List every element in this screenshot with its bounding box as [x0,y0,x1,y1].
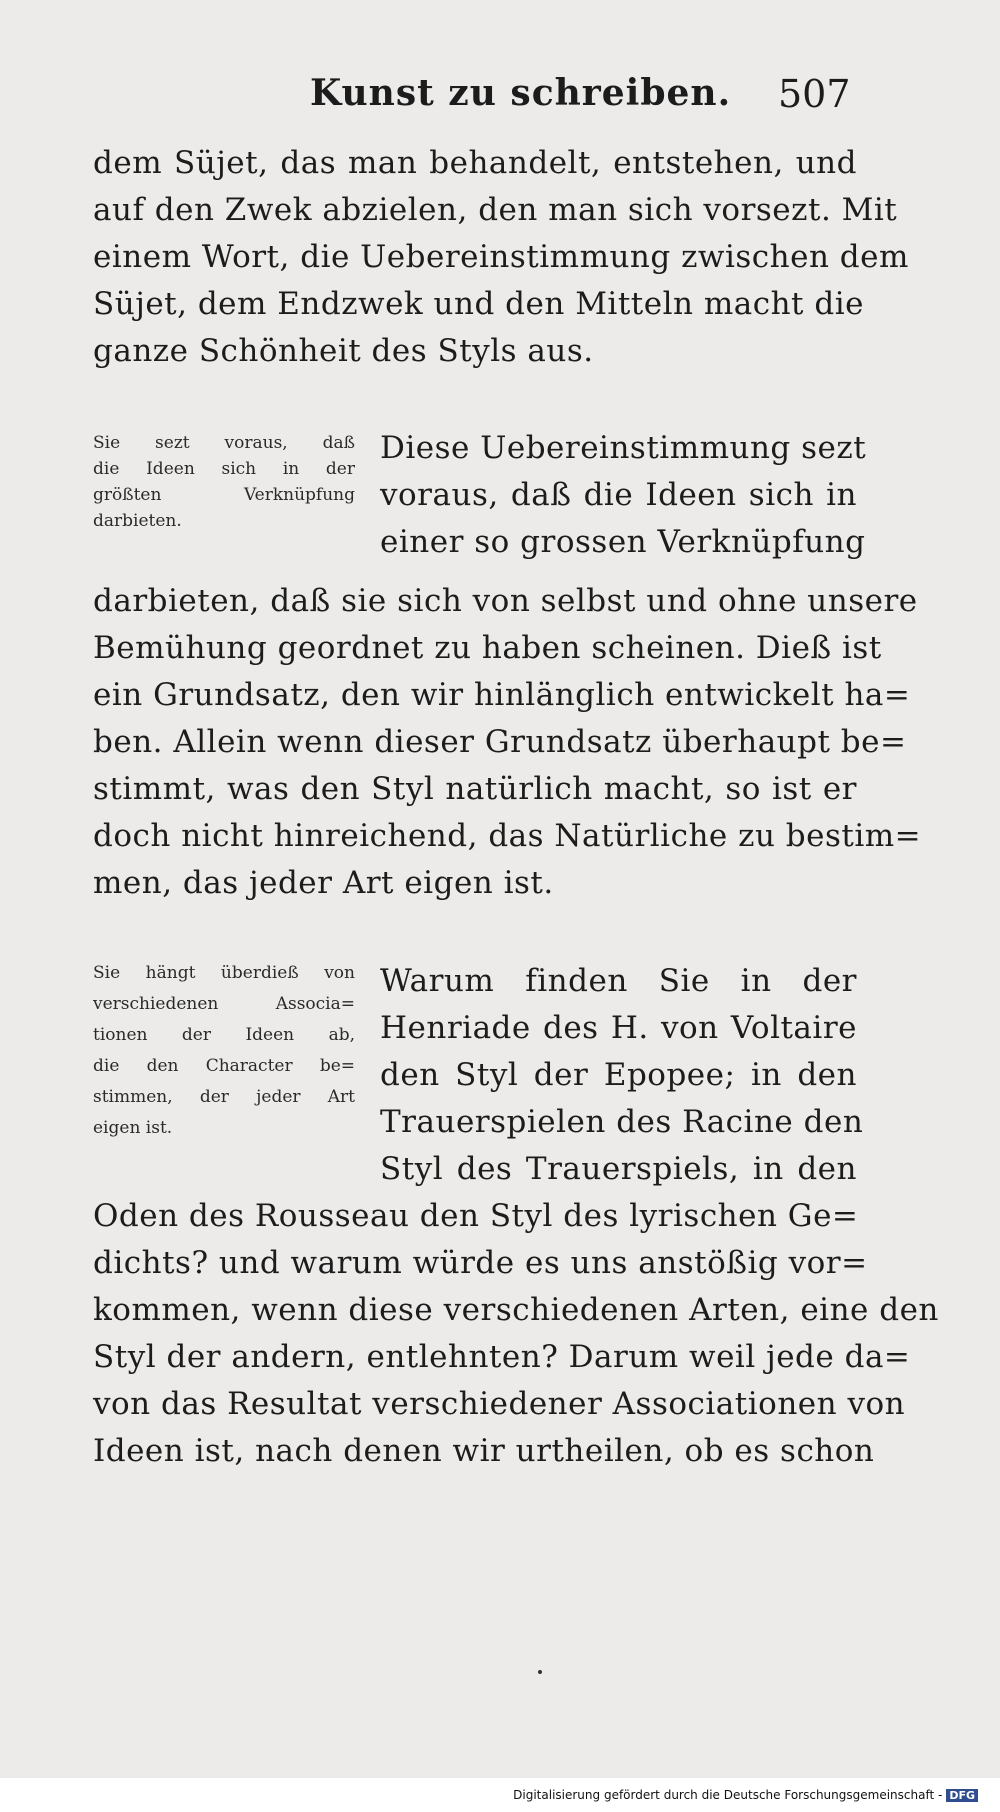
text-line: ben. Allein wenn dieser Grundsatz überhaupt be= [93,724,907,760]
margin-note-line: größten Verknüpfung [93,485,355,505]
margin-note-line: die Ideen sich in der [93,459,355,479]
text-line: doch nicht hinreichend, das Natürliche zu bestim= [93,818,922,854]
digitization-footer [0,1778,1000,1812]
text-line: Bemühung geordnet zu haben scheinen. Dieß ist [93,630,882,666]
text-line: Süjet, dem Endzwek und den Mitteln macht die [93,286,864,322]
text-line: Trauerspielen des Racine den [380,1104,864,1140]
text-line: Styl des Trauerspiels, in den [380,1151,857,1187]
margin-note-line: die den Character be= [93,1056,355,1076]
text-line: darbieten, daß sie sich von selbst und ohne unsere [93,583,918,619]
margin-note-line: verschiedenen Associa= [93,994,355,1014]
footer-credit [513,1788,978,1802]
text-line: Henriade des H. von Voltaire [380,1010,857,1046]
text-line: von das Resultat verschiedener Associationen von [93,1386,906,1422]
text-line: dichts? und warum würde es uns anstößig vor= [93,1245,868,1281]
text-line: Diese Uebereinstimmung sezt [380,430,867,466]
margin-note-line: stimmen, der jeder Art [93,1087,355,1107]
page-number: 507 [778,72,851,116]
text-line: Warum finden Sie in der [380,963,857,999]
text-line: stimmt, was den Styl natürlich macht, so ist er [93,771,857,807]
text-line: ganze Schönheit des Styls aus. [93,333,594,369]
text-line: auf den Zwek abzielen, den man sich vorsezt. Mit [93,192,898,228]
text-line: Ideen ist, nach denen wir urtheilen, ob es schon [93,1433,875,1469]
text-line: einer so grossen Verknüpfung [380,524,866,560]
ink-speck [538,1670,542,1674]
dfg-logo: DFG [946,1789,978,1802]
text-line: voraus, daß die Ideen sich in [380,477,857,513]
text-line: men, das jeder Art eigen ist. [93,865,554,901]
margin-note-line: tionen der Ideen ab, [93,1025,355,1045]
text-line: dem Süjet, das man behandelt, entstehen, und [93,145,857,181]
text-line: Oden des Rousseau den Styl des lyrischen Ge= [93,1198,859,1234]
running-title: Kunst zu schreiben. [310,72,732,114]
text-line: kommen, wenn diese verschiedenen Arten, eine den [93,1292,939,1328]
margin-note-line: Sie sezt voraus, daß [93,433,355,453]
margin-note-line: eigen ist. [93,1118,173,1138]
margin-note-line: Sie hängt überdieß von [93,963,355,983]
text-line: Styl der andern, entlehnten? Darum weil jede da= [93,1339,911,1375]
text-line: einem Wort, die Uebereinstimmung zwischen dem [93,239,909,275]
text-line: ein Grundsatz, den wir hinlänglich entwickelt ha= [93,677,911,713]
footer-text: Digitalisierung gefördert durch die Deutsche Forschungsgemeinschaft - [513,1788,943,1802]
text-line: den Styl der Epopee; in den [380,1057,857,1093]
running-head [0,72,1000,128]
margin-note-line: darbieten. [93,511,182,531]
